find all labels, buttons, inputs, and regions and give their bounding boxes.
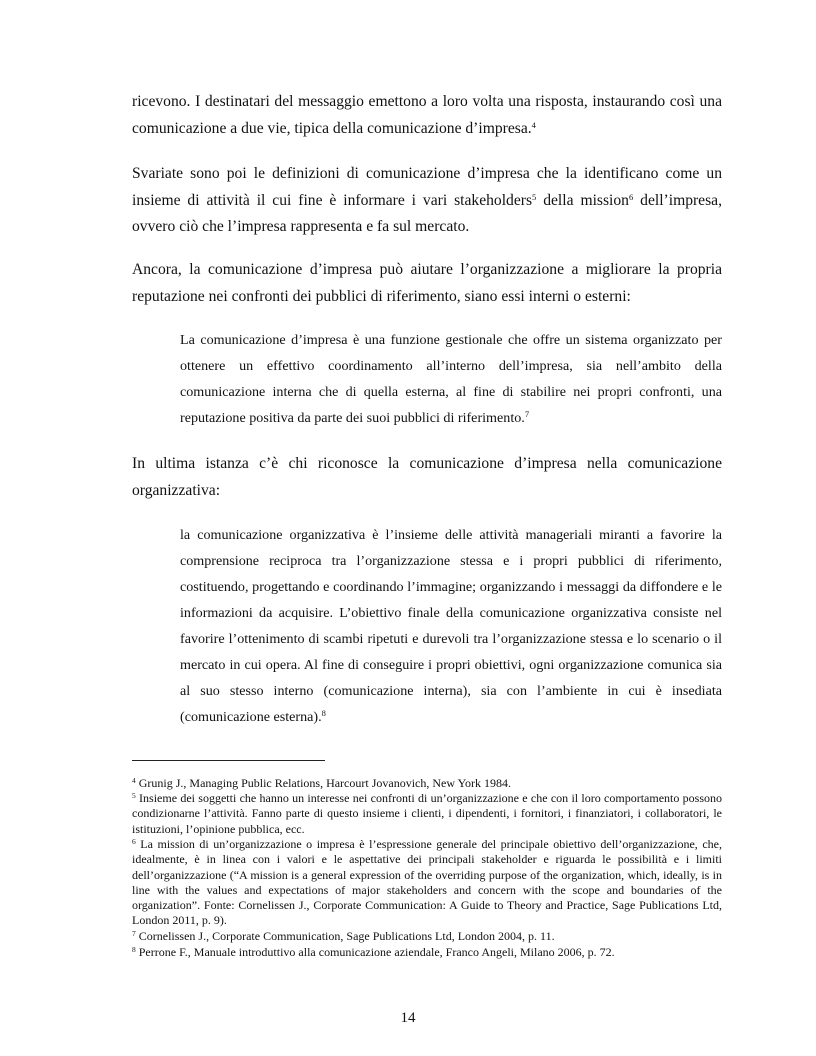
paragraph-text: Ancora, la comunicazione d’impresa può aiutare l’organizzazione a migliorare la propria reputazione nei confronti dei pubblici di riferimento, siano essi interni o esterni: (132, 261, 722, 305)
footnote-number: 5 (132, 791, 136, 800)
footnote-4 (132, 776, 722, 791)
footnote-ref-4[interactable]: 4 (531, 119, 536, 130)
footnote-text: La mission di un’organizzazione o impresa è l’espressione generale del principale obiettivo dell’organizzazione, che, idealmente, è in linea con i valori e le aspettative dei principali stakeholder e riguarda le possibilità e i limiti dell’organizzazione (“A mission is a general expression of the overriding purpose of the organization, which, ideally, is in line with the values and expectations of major stakeholders and concern with the scope and boundaries of the organization”. Fonte: Cornelissen J., Corporate Communication: A Guide to Theory and Practice, Sage Publications Ltd, London 2011, p. 9). (132, 837, 722, 928)
quote-text: la comunicazione organizzativa è l’insieme delle attività manageriali miranti a favorire la comprensione reciproca tra l’organizzazione stessa e i propri pubblici di riferimento, costituendo, progettando e coordinando l’immagine; organizzando i messaggi da diffondere e le informazioni da acquisire. L’obiettivo finale della comunicazione organizzativa consiste nel favorire l’ottenimento di scambi ripetuti e durevoli tra l’organizzazione stessa e lo scenario o il mercato in cui opera. Al fine di conseguire i propri obiettivi, ogni organizzazione comunica sia al suo stesso interno (comunicazione interna), sia con l’ambiente in cui è insediata (comunicazione esterna). (180, 527, 722, 725)
footnote-ref-7[interactable]: 7 (524, 409, 530, 419)
paragraph-text: In ultima istanza c’è chi riconosce la comunicazione d’impresa nella comunicazione organizzativa: (132, 455, 722, 499)
footnote-ref-5[interactable]: 5 (532, 191, 537, 202)
paragraph-text: della mission (536, 191, 629, 209)
footnote-ref-6[interactable]: 6 (628, 191, 634, 202)
block-quote-2 (180, 522, 722, 730)
paragraph-text: ricevono. I destinatari del messaggio emettono a loro volta una risposta, instaurando così una comunicazione a due vie, tipica della comunicazione d’impresa. (132, 93, 722, 137)
footnote-ref-8[interactable]: 8 (321, 708, 326, 718)
footnote-7 (132, 929, 722, 944)
footnote-8 (132, 945, 722, 960)
footnote-text: Cornelissen J., Corporate Communication, Sage Publications Ltd, London 2004, p. 11. (135, 929, 555, 943)
footnote-number: 6 (132, 837, 136, 846)
footnote-number: 8 (132, 945, 136, 954)
footnote-separator (132, 760, 325, 761)
body-paragraph-1 (132, 89, 722, 142)
paragraph-text: Svariate sono poi le definizioni di comunicazione d’impresa che la identificano come un insieme di attività il cui fine è informare i vari stakeholders (132, 165, 722, 209)
footnote-5 (132, 791, 722, 837)
body-paragraph-4 (132, 451, 722, 504)
footnote-text: Insieme dei soggetti che hanno un interesse nei confronti di un’organizzazione e che con il loro comportamento possono condizionarne l’attività. Fanno parte di questo insieme i clienti, i dipendenti, i fornitori, i finanziatori, i collaboratori, le istituzioni, l’opinione pubblica, ecc. (132, 791, 722, 836)
body-paragraph-3 (132, 257, 722, 310)
body-paragraph-2 (132, 161, 722, 241)
footnote-number: 7 (132, 929, 136, 938)
quote-text: La comunicazione d’impresa è una funzione gestionale che offre un sistema organizzato per ottenere un effettivo coordinamento all’interno dell’impresa, sia nell’ambito della comunicazione interna che di quella esterna, al fine di stabilire nei propri confronti, una reputazione positiva da parte dei suoi pubblici di riferimento. (180, 332, 722, 426)
block-quote-1 (180, 327, 722, 431)
footnote-text: Perrone F., Manuale introduttivo alla comunicazione aziendale, Franco Angeli, Milano 2006, p. 72. (135, 945, 615, 959)
footnote-text: Grunig J., Managing Public Relations, Harcourt Jovanovich, New York 1984. (135, 776, 512, 790)
page-number: 14 (400, 1010, 416, 1026)
footnote-number: 4 (132, 776, 136, 785)
paragraph-text: dell’impresa, ovvero ciò che l’impresa rappresenta e fa sul mercato. (132, 191, 722, 235)
footnote-6 (132, 837, 722, 929)
